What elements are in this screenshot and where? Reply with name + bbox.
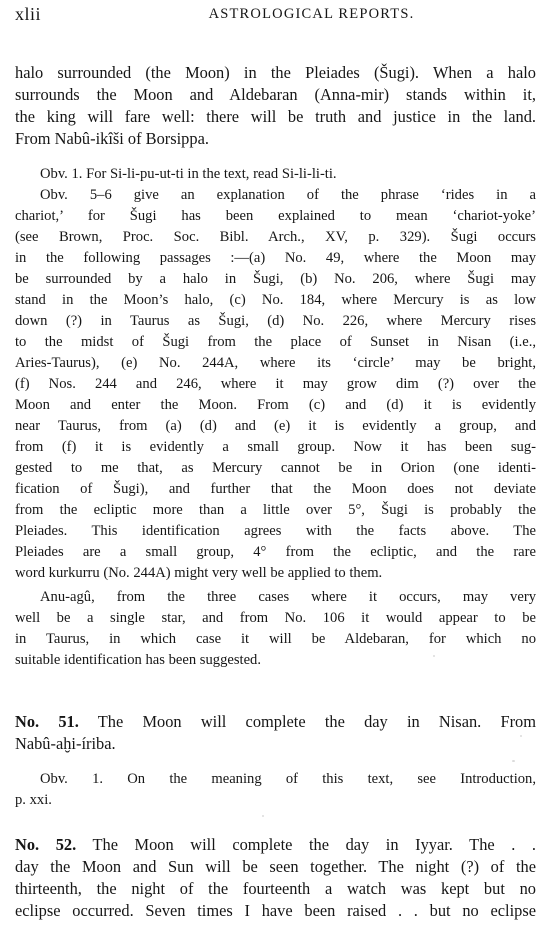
section-no-51-line	[15, 712, 536, 732]
note-line: to the midst of Šugi from the place of Sunset in Nisan (i.e.,	[15, 334, 536, 350]
note-line: in Taurus, in which case it will be Aldebaran, for which no	[15, 631, 536, 647]
note-line: Obv. 5–6 give an explanation of the phrase ‘rides in a	[40, 187, 536, 203]
body-line: surrounds the Moon and Aldebaran (Anna-mir) stands within it,	[15, 85, 536, 104]
note-line: Moon and enter the Moon. From (c) and (d) it is evidently	[15, 397, 536, 413]
note-line: well be a single star, and from No. 106 it would appear to be	[15, 610, 536, 626]
note-line: from (f) it is evidently a small group. Now it has been sug-	[15, 439, 536, 455]
body-line: thirteenth, the night of the fourteenth a watch was kept but no	[15, 879, 536, 898]
note-line: Anu-agû, from the three cases where it occurs, may very	[40, 589, 536, 605]
page-header	[15, 4, 538, 28]
section-number: No. 52.	[15, 835, 77, 854]
note-line: from the ecliptic more than a little over 5°, Šugi is probably the	[15, 502, 536, 518]
note-line: Obv. 1. For Si-li-pu-ut-ti in the text, read Si-li-li-ti.	[40, 166, 337, 182]
section-text: The Moon will complete the day in Iyyar. The . .	[92, 835, 536, 854]
scan-speck	[520, 735, 522, 737]
page-number: xlii	[15, 4, 42, 24]
body-line: the king will fare well: there will be truth and justice in the land.	[15, 107, 536, 126]
note-line: stand in the Moon’s halo, (c) No. 184, where Mercury is as low	[15, 292, 536, 308]
note-line: near Taurus, from (a) (d) and (e) it is evidently a group, and	[15, 418, 536, 434]
body-line: halo surrounded (the Moon) in the Pleiades (Šugi). When a halo	[15, 63, 536, 82]
running-head: ASTROLOGICAL REPORTS.	[208, 6, 415, 22]
note-line: p. xxi.	[15, 792, 52, 808]
body-line: Nabû-aḫi-íriba.	[15, 734, 116, 753]
section-number: No. 51.	[15, 712, 79, 731]
scan-speck	[262, 815, 264, 817]
note-line: Pleiades. This identification agrees with the facts above. The	[15, 523, 536, 539]
body-line: day the Moon and Sun will be seen together. The night (?) of the	[15, 857, 536, 876]
scan-speck	[512, 760, 515, 762]
note-line: in the following passages :—(a) No. 49, where the Moon may	[15, 250, 536, 266]
note-line: chariot,’ for Šugi has been explained to mean ‘chariot-yoke’	[15, 208, 536, 224]
note-line: be surrounded by a halo in Šugi, (b) No. 206, where Šugi may	[15, 271, 536, 287]
note-line: Pleiades are a small group, 4° from the ecliptic, and the rare	[15, 544, 536, 560]
note-line: Obv. 1. On the meaning of this text, see Introduction,	[40, 771, 536, 787]
note-line: Aries-Taurus), (e) No. 244A, where its ‘circle’ may be bright,	[15, 355, 536, 371]
note-line: (f) Nos. 244 and 246, where it may grow dim (?) over the	[15, 376, 536, 392]
section-no-52-line	[15, 835, 536, 855]
scan-speck	[433, 655, 435, 657]
body-line: From Nabû-ikîši of Borsippa.	[15, 129, 209, 148]
note-line: fication of Šugi), and further that the Moon does not deviate	[15, 481, 536, 497]
note-line: (see Brown, Proc. Soc. Bibl. Arch., XV, p. 329). Šugi occurs	[15, 229, 536, 245]
note-line: down (?) in Taurus as Šugi, (d) No. 226, where Mercury rises	[15, 313, 536, 329]
note-line: suitable identification has been suggested.	[15, 652, 261, 668]
body-line: eclipse occurred. Seven times I have been raised . . but no eclipse	[15, 901, 536, 920]
section-text: The Moon will complete the day in Nisan. From	[97, 712, 536, 731]
note-line: gested to me that, as Mercury cannot be in Orion (one identi-	[15, 460, 536, 476]
note-line: word kurkurru (No. 244A) might very well be applied to them.	[15, 565, 383, 581]
